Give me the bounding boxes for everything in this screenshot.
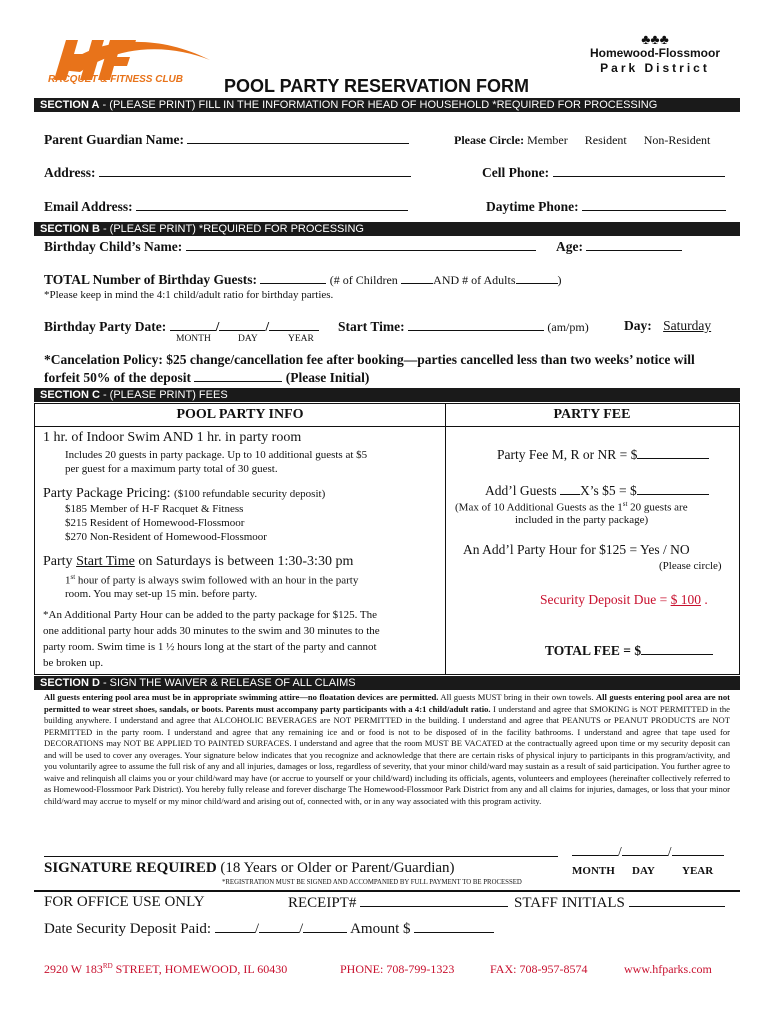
start-time-field[interactable] [408,318,544,331]
section-b-bar [34,222,740,236]
date-month-caption: MONTH [176,334,211,344]
adults-count-label: AND # of Adults [433,273,516,287]
addl-hour-line-3: party room. Swim time is 1 ½ hours long at the start of the party and cannot [43,641,377,653]
party-date-label: Birthday Party Date: [44,319,167,334]
party-date-year[interactable] [269,318,319,331]
includes-line-1: Includes 20 guests in party package. Up to 10 additional guests at $5 [65,449,368,461]
max-note-sup: st [622,500,628,508]
age-field[interactable] [586,238,682,251]
children-count-field[interactable] [401,271,433,284]
section-c-bar [34,388,740,402]
please-circle-label: Please Circle: [454,133,525,147]
first-hour-num: 1 [65,574,71,587]
first-hour-text: hour of party is always swim followed with an hour in the party [75,574,359,587]
logo-text: RACQUET & FITNESS CLUB [48,74,183,85]
includes-line-2: per guest for a maximum party total of 30 guest. [65,463,278,475]
signature-year-field[interactable] [672,843,724,856]
section-a-label: SECTION A [40,99,100,111]
pool-party-info-head: POOL PARTY INFO [35,404,445,427]
addl-guests-amount-field[interactable] [637,482,709,495]
staff-initials-row [514,894,725,912]
footer-address-b: STREET, HOMEWOOD, IL 60430 [112,962,288,976]
party-date-row: Birthday Party Date: / / [44,318,319,335]
cancel-policy-initial-label: (Please Initial) [285,370,370,385]
price-member: $185 Member of H-F Racquet & Fitness [65,503,244,515]
tree-icon: ♣♣♣ [641,31,669,47]
start-window-a: Party [43,554,77,569]
waiver-bold-1: All guests entering pool area must be in appropriate swimming attire—no floatation devices are permitted. [44,692,439,702]
pricing-note: ($100 refundable security deposit) [174,488,326,500]
party-date-day[interactable] [219,318,265,331]
first-hour-sup: st [70,573,76,581]
option-member[interactable]: Member [527,133,568,147]
swim-line: 1 hr. of Indoor Swim AND 1 hr. in party room [43,430,302,445]
fees-table [34,403,740,675]
fee-mrnr-row [497,446,709,463]
parent-name-field[interactable] [187,131,409,144]
option-non-resident[interactable]: Non-Resident [643,133,711,147]
membership-circle [454,133,710,148]
cancel-policy-forfeit: forfeit 50% of the deposit [44,370,191,385]
hf-logo [40,30,220,102]
section-a-bar [34,98,740,112]
child-name-label: Birthday Child’s Name: [44,239,183,254]
security-deposit-due [540,592,708,608]
start-window-c: on Saturdays is between 1:30-3:30 pm [134,554,354,569]
addl-guests-count-field[interactable] [560,482,580,495]
total-guests-row [44,271,562,288]
section-d-bar [34,676,740,690]
waiver-bold-2: All guests entering pool area are not permitted to wear street shoes, sandals, or boots. Parents must accompany party participants with a 4:1 child/adult ratio. [44,692,730,714]
total-guests-label: TOTAL Number of Birthday Guests: [44,272,258,287]
total-fee-label: TOTAL FEE = $ [545,643,642,658]
cell-phone-label: Cell Phone: [482,165,550,180]
cell-phone-field[interactable] [553,164,725,177]
addl-guests-row [485,482,709,499]
section-c-label: SECTION C [40,389,100,401]
option-resident[interactable]: Resident [584,133,627,147]
footer-address-sup: RD [102,962,113,970]
addl-hour-line-4: be broken up. [43,657,104,669]
deposit-paid-row: Date Security Deposit Paid: / / Amount $ [44,920,494,938]
waiver-plain-2: I understand and agree that SMOKING is NOT PERMITTED in the building anywhere. I understand and agree that ALCOHOLIC BEVERAGES are NOT PERMITTED in the building. I understand and agree that PEANUTS or PEANUT PRODUCTS are NOT PERMITTED in the party room. I understand and agree that any remaining ice and or food is not to be disposed of in the facility bathrooms. I understand and agree that tape used for DECORATIONS may NOT BE APPLIED TO PAINTED SURFACES. I understand and agree that the room MUST BE VACATED at the contractually agreed upon time or my security deposit can and will be used to cover any overages. Your signature below indicates that you recognize and acknowledge that there are certain risks of physical injury to participants in this program/activity, and you voluntarily agree to assume the full risk of any and all injuries, damages or loss, regardless of severity, that your minor child/ward may sustain as a result of said participation. You further agree to waive and relinquish all claims you or your child/ward may have (or accrue to yourself or your child/ward) including its officials, agents, volunteers and employees (hereinafter collectively referred to as Homewood-Flossmoor Park District). You hereby fully release and forever discharge The Homewood-Flossmoor Park District from any and all claims for injuries, damages, or loss that your minor child/ward may accrue to myself or my minor child/ward and arising out of, connected with, or in any way associated with this program activity. [44,703,730,806]
adults-count-field[interactable] [516,271,558,284]
section-d-desc: - SIGN THE WAIVER & RELEASE OF ALL CLAIMS [99,677,356,689]
price-resident: $215 Resident of Homewood-Flossmoor [65,517,245,529]
deposit-paid-year[interactable] [303,920,347,933]
first-hour-line-1 [65,573,358,587]
amount-label: Amount $ [350,921,411,937]
signature-line[interactable] [44,856,558,857]
cancel-policy-initial-field[interactable] [194,369,282,382]
total-guests-field[interactable] [260,271,326,284]
ampm-label: (am/pm) [547,320,589,334]
email-field[interactable] [136,198,408,211]
signature-year-caption: YEAR [682,865,714,877]
start-time-window [43,554,353,570]
daytime-phone-field[interactable] [582,198,726,211]
receipt-field[interactable] [360,894,508,907]
address-row [44,164,411,181]
cancel-policy-line-1: *Cancelation Policy: $25 change/cancellation fee after booking—parties cancelled less than two weeks’ notice will [44,352,695,367]
staff-initials-field[interactable] [629,894,725,907]
signature-required-label: SIGNATURE REQUIRED [44,860,217,876]
signature-month-caption: MONTH [572,865,615,877]
signature-date-fields: / / [572,843,724,860]
total-fee-row [545,642,713,659]
signature-required [44,860,455,877]
email-label: Email Address: [44,199,133,214]
parent-name-label: Parent Guardian Name: [44,132,184,147]
page-title: POOL PARTY RESERVATION FORM [224,76,530,96]
daytime-phone-row [486,198,726,215]
deposit-paid-day[interactable] [259,920,299,933]
addl-hour-choice[interactable]: An Add’l Party Hour for $125 = Yes / NO [463,542,690,557]
receipt-row [288,894,508,912]
section-a-desc: - (PLEASE PRINT) FILL IN THE INFORMATION FOR HEAD OF HOUSEHOLD *REQUIRED FOR PROCESSING [99,99,658,111]
start-window-b: Start Time [76,554,135,569]
fees-table-divider [445,404,446,674]
max-note-b: 20 guests are [627,501,688,514]
parent-name-row [44,131,409,148]
day-label: Day: [624,318,652,333]
child-name-row [44,238,536,255]
addl-guests-calc: X’s $5 = $ [580,483,637,498]
waiver-plain-1: All guests MUST bring in their own towels. [438,692,596,702]
fee-mrnr-label: Party Fee M, R or NR = $ [497,447,638,462]
email-row [44,198,408,215]
footer-address [44,962,287,977]
party-fee-head: PARTY FEE [445,404,739,427]
section-b-desc: - (PLEASE PRINT) *REQUIRED FOR PROCESSING [99,223,364,235]
section-c-desc: - (PLEASE PRINT) FEES [99,389,228,401]
day-row [624,318,711,334]
cancel-policy-line-2 [44,369,369,386]
office-rule [34,890,740,892]
age-row [556,238,682,255]
age-label: Age: [556,239,583,254]
signature-month-field[interactable] [572,843,618,856]
park-district-logo [570,32,740,84]
total-fee-field[interactable] [641,642,713,655]
staff-initials-label: STAFF INITIALS [514,895,625,911]
deposit-period: . [700,592,708,607]
footer-fax: FAX: 708-957-8574 [490,962,588,976]
pricing-label: Party Package Pricing: [43,486,171,501]
deposit-amount: $ 100 [670,592,701,607]
district-name-2: Park District [600,61,710,75]
signature-day-caption: DAY [632,865,655,877]
max-note-line-2: included in the party package) [515,514,649,526]
receipt-label: RECEIPT# [288,895,357,911]
section-b-label: SECTION B [40,223,100,235]
signature-required-note: (18 Years or Older or Parent/Guardian) [216,860,455,876]
first-hour-line-2: room. You may set-up 15 min. before party. [65,588,258,600]
max-note-a: (Max of 10 Additional Guests as the 1 [455,501,623,514]
max-note-line-1 [455,500,688,514]
footer-phone: PHONE: 708-799-1323 [340,962,455,976]
party-date-month[interactable] [170,318,216,331]
child-name-field[interactable] [186,238,536,251]
waiver-text [44,692,730,807]
office-use-label: FOR OFFICE USE ONLY [44,894,205,910]
section-d-label: SECTION D [40,677,100,689]
deposit-paid-label: Date Security Deposit Paid: [44,921,212,937]
address-label: Address: [44,165,96,180]
ratio-note: *Please keep in mind the 4:1 child/adult ratio for birthday parties. [44,289,334,301]
start-time-row [338,318,589,335]
start-time-label: Start Time: [338,319,405,334]
addl-hour-line-2: one additional party hour adds 30 minutes to the swim and 30 minutes to the [43,625,380,637]
footer-address-a: 2920 W 183 [44,962,103,976]
footer-website[interactable]: www.hfparks.com [624,962,712,976]
addl-hour-line-1: *An Additional Party Hour can be added to the party package for $125. The [43,609,377,621]
pricing-line [43,486,325,502]
address-field[interactable] [99,164,411,177]
children-count-label: (# of Children [329,273,398,287]
signature-day-field[interactable] [622,843,668,856]
daytime-phone-label: Daytime Phone: [486,199,579,214]
deposit-paid-month[interactable] [215,920,255,933]
price-non-resident: $270 Non-Resident of Homewood-Flossmoor [65,531,267,543]
district-name-1: Homewood-Flossmoor [589,46,720,60]
day-value: Saturday [663,318,712,333]
amount-field[interactable] [414,920,494,933]
registration-note: *REGISTRATION MUST BE SIGNED AND ACCOMPANIED BY FULL PAYMENT TO BE PROCESSED [222,879,522,886]
please-circle-note: (Please circle) [659,560,722,572]
deposit-label: Security Deposit Due = [540,592,671,607]
date-year-caption: YEAR [288,334,314,344]
cell-phone-row [482,164,725,181]
date-day-caption: DAY [238,334,258,344]
hf-logo-icon [40,30,220,102]
adults-count-close: ) [557,273,562,287]
addl-guests-label: Add’l Guests [485,483,557,498]
fee-mrnr-field[interactable] [637,446,709,459]
